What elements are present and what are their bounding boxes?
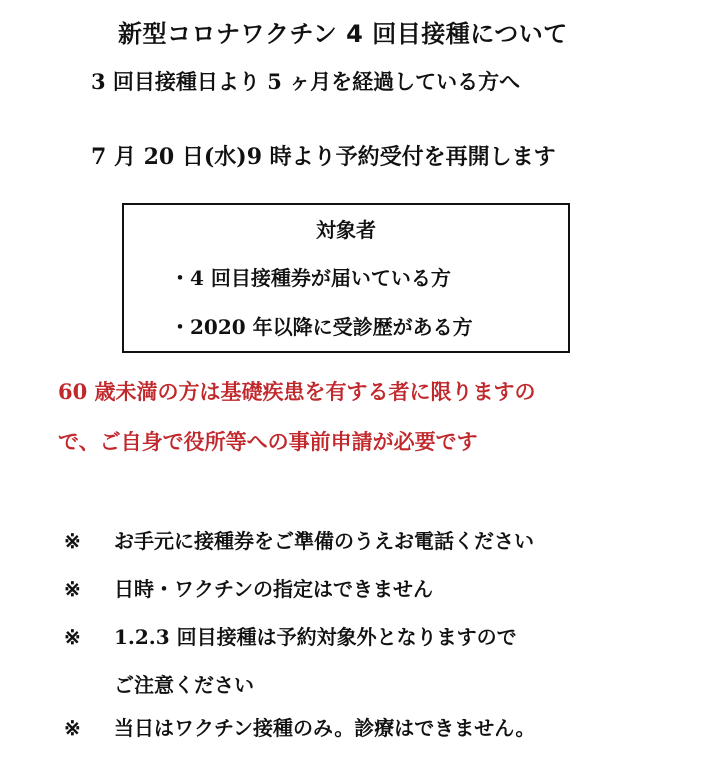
age-warning-line: 60 歳未満の方は基礎疾患を有する者に限りますの: [58, 379, 536, 404]
eligibility-item: ・4 回目接種券が届いている方: [170, 266, 451, 290]
note-text: 1.2.3 回目接種は予約対象外となりますので: [114, 625, 517, 649]
note-mark: ※: [64, 577, 81, 601]
note-item: [64, 712, 535, 741]
target-subtitle: 3 回目接種日より 5 ヶ月を経過している方へ: [91, 69, 521, 94]
eligibility-box: [122, 203, 570, 353]
eligibility-heading: 対象者: [316, 218, 376, 242]
note-text: 日時・ワクチンの指定はできません: [114, 577, 433, 601]
note-text: 当日はワクチン接種のみ。診療はできません。: [114, 716, 536, 740]
page-title: 新型コロナワクチン 4 回目接種について: [118, 20, 568, 48]
note-item: [64, 525, 534, 554]
note-text: ご注意ください: [114, 673, 254, 697]
note-item: [64, 573, 433, 602]
note-text: お手元に接種券をご準備のうえお電話ください: [114, 529, 534, 553]
note-mark: ※: [64, 625, 81, 649]
age-warning-line: で、ご自身で役所等への事前申請が必要です: [58, 429, 478, 454]
eligibility-item: ・2020 年以降に受診歴がある方: [170, 315, 473, 339]
reservation-reopen-notice: 7 月 20 日(水)9 時より予約受付を再開します: [91, 144, 556, 170]
note-mark: ※: [64, 716, 81, 740]
note-item: [64, 621, 517, 650]
note-mark: ※: [64, 529, 81, 553]
note-item-continuation: [64, 669, 254, 698]
